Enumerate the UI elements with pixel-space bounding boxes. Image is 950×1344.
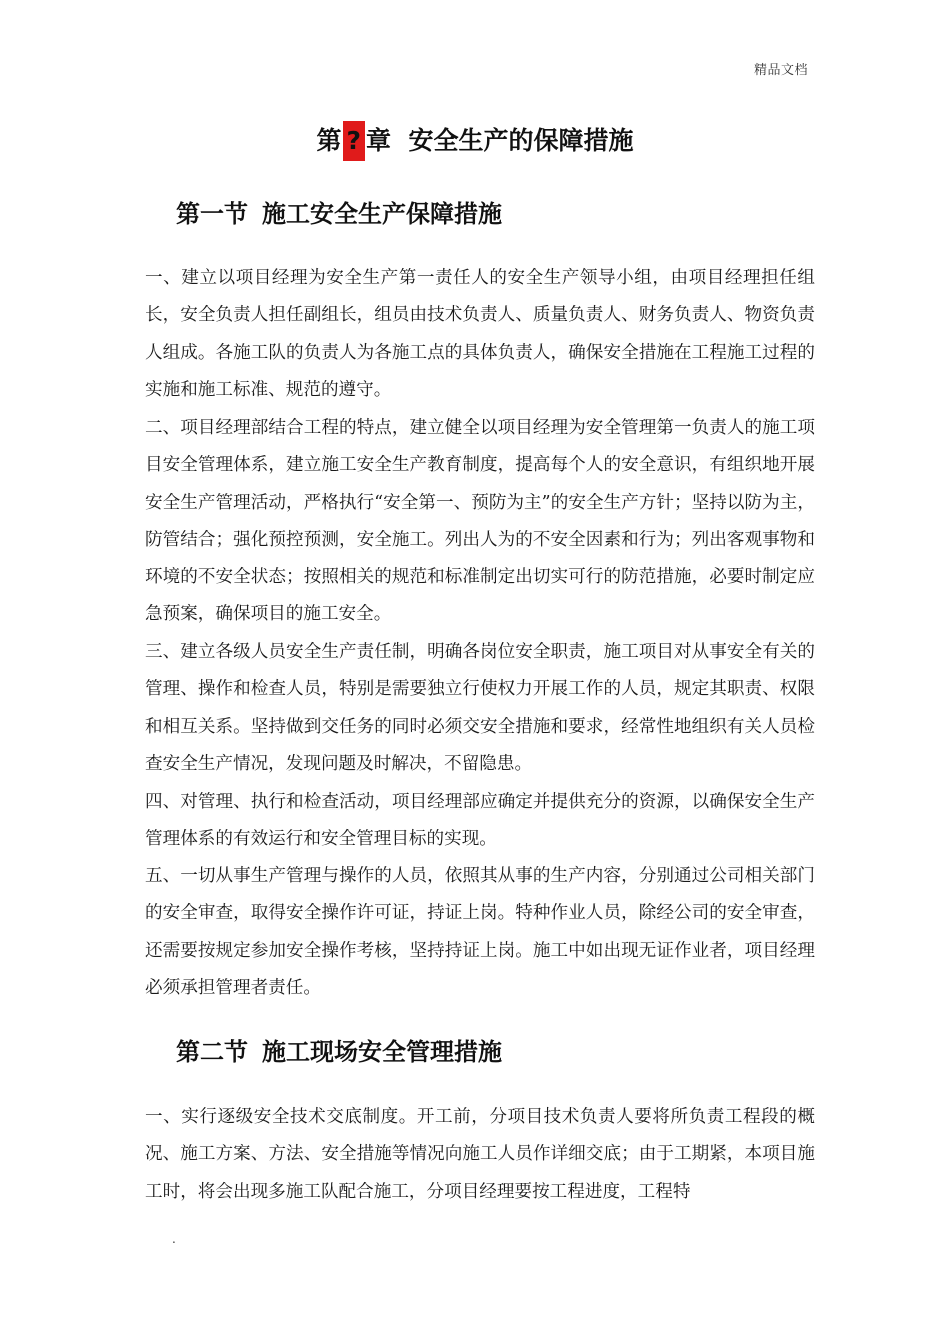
section-title: 施工安全生产保障措施 bbox=[262, 200, 502, 228]
paragraph-5: 五、一切从事生产管理与操作的人员，依照其从事的生产内容，分别通过公司相关部门的安全审查，取得安全操作许可证，持证上岗。特种作业人员，除经公司的安全审查，还需要按规定参加安全操作考核，坚持持证上岗。施工中如出现无证作业者，项目经理必须承担管理者责任。 bbox=[145, 866, 815, 998]
paragraph-6: 一、实行逐级安全技术交底制度。开工前，分项目技术负责人要将所负责工程段的概况、施工方案、方法、安全措施等情况向施工人员作详细交底；由于工期紧，本项目施工时，将会出现多施工队配合施工，分项目经理要按工程进度，工程特 bbox=[145, 1107, 815, 1202]
chapter-title-text: 安全生产的保障措施 bbox=[408, 126, 634, 155]
section-heading-1 bbox=[176, 194, 516, 229]
section-title: 施工现场安全管理措施 bbox=[262, 1038, 502, 1066]
section-label: 第二节 bbox=[176, 1038, 248, 1066]
section-heading-2 bbox=[176, 1032, 516, 1067]
chapter-suffix: 章 bbox=[366, 126, 392, 155]
chapter-prefix: 第 bbox=[316, 126, 342, 155]
paragraph-1: 一、建立以项目经理为安全生产第一责任人的安全生产领导小组，由项目经理担任组长，安全负责人担任副组长，组员由技术负责人、质量负责人、财务负责人、物资负责人组成。各施工队的负责人为各施工点的具体负责人，确保安全措施在工程施工过程的实施和施工标准、规范的遵守。 bbox=[145, 268, 815, 400]
footer-mark: . bbox=[172, 1232, 176, 1246]
paragraph-4: 四、对管理、执行和检查活动，项目经理部应确定并提供充分的资源，以确保安全生产管理体系的有效运行和安全管理目标的实现。 bbox=[145, 792, 815, 850]
watermark-text: 精品文档 bbox=[753, 63, 808, 78]
chapter-title bbox=[0, 121, 950, 161]
section-label: 第一节 bbox=[176, 200, 248, 228]
paragraph-2: 二、项目经理部结合工程的特点，建立健全以项目经理为安全管理第一负责人的施工项目安全管理体系，建立施工安全生产教育制度，提高每个人的安全意识，有组织地开展安全生产管理活动，严格执行“安全第一、预防为主”的安全生产方针；坚持以防为主，防管结合；强化预控预测，安全施工。列出人为的不安全因素和行为；列出客观事物和环境的不安全状态；按照相关的规范和标准制定出切实可行的防范措施，必要时制定应急预案，确保项目的施工安全。 bbox=[145, 418, 815, 625]
chapter-number: ? bbox=[343, 121, 366, 161]
paragraph-3: 三、建立各级人员安全生产责任制，明确各岗位安全职责，施工项目对从事安全有关的管理、操作和检查人员，特别是需要独立行使权力开展工作的人员，规定其职责、权限和相互关系。坚持做到交任务的同时必须交安全措施和要求，经常性地组织有关人员检查安全生产情况，发现问题及时解决，不留隐患。 bbox=[145, 642, 815, 774]
